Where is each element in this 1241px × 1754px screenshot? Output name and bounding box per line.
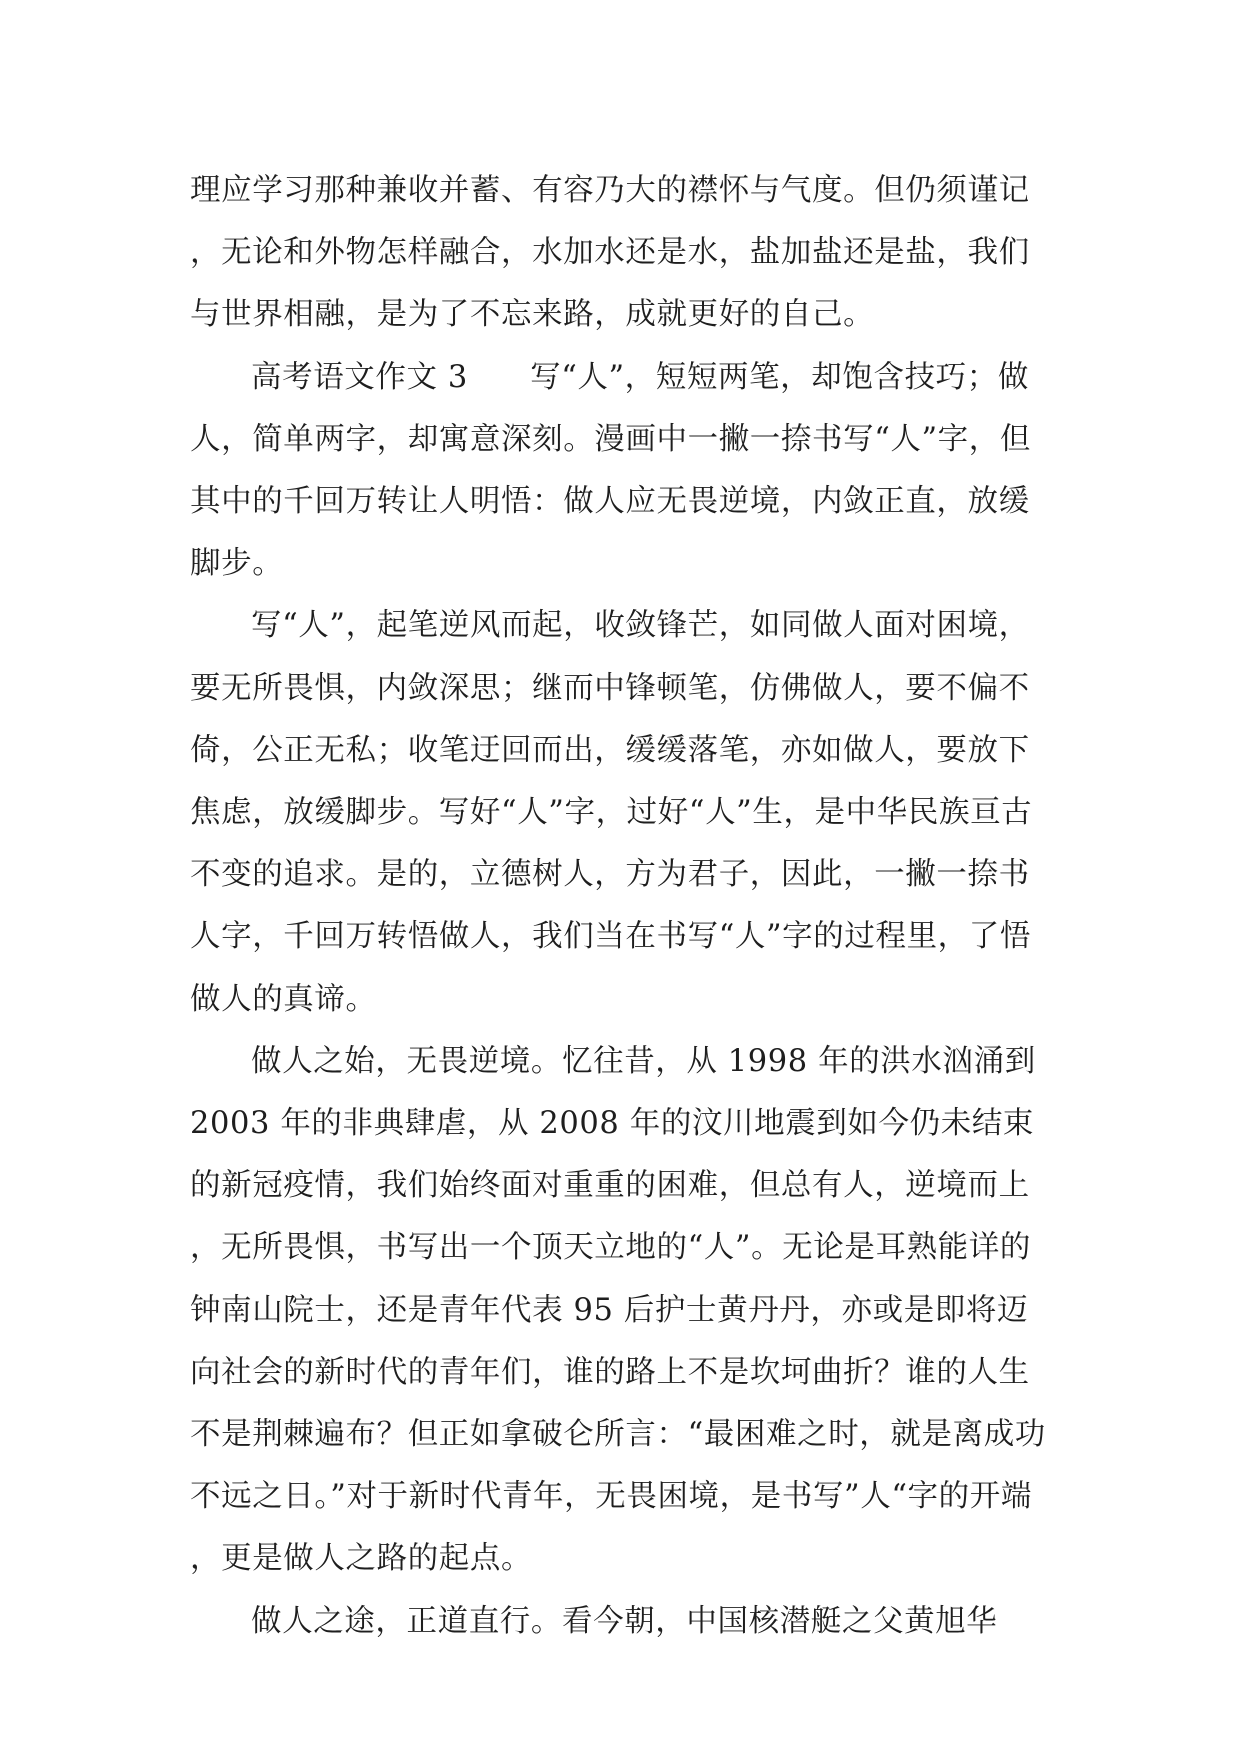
paragraph: 写“人”，起笔逆风而起，收敛锋芒，如同做人面对困境，要无所畏惧，内敛深思；继而中锋顿笔，仿佛做人，要不偏不倚，公正无私；收笔迂回而出，缓缓落笔，亦如做人，要放下焦虑，放缓脚步。写好“人”字，过好“人”生，是中华民族亘古不变的追求。是的，立德树人，方为君子，因此，一撇一捺书人字，千回万转悟做人，我们当在书写“人”字的过程里，了悟做人的真谛。 xyxy=(190,608,1033,1017)
body-text xyxy=(190,160,1055,1653)
paragraph: 做人之始，无畏逆境。忆往昔，从 1998 年的洪水汹涌到 2003 年的非典肆虐，从 2008 年的汶川地震到如今仍未结束的新冠疫情，我们始终面对重重的困难，但总有人，逆境而上，无所畏惧，书写出一个顶天立地的“人”。无论是耳熟能详的钟南山院士，还是青年代表 95 后护士黄丹丹，亦或是即将迈向社会的新时代的青年们，谁的路上不是坎坷曲折？谁的人生不是荆棘遍布？但正如拿破仑所言：“最困难之时，就是离成功不远之日。”对于新时代青年，无畏困境，是书写”人“字的开端，更是做人之路的起点。 xyxy=(190,1043,1047,1577)
paragraph: 做人之途，正道直行。看今朝，中国核潜艇之父黄旭华 xyxy=(251,1603,998,1639)
paragraph: 理应学习那种兼收并蓄、有容乃大的襟怀与气度。但仍须谨记，无论和外物怎样融合，水加水还是水，盐加盐还是盐，我们与世界相融，是为了不忘来路，成就更好的自己。 xyxy=(190,173,1030,333)
paragraph: 高考语文作文 3 写“人”，短短两笔，却饱含技巧；做人，简单两字，却寓意深刻。漫画中一撇一捺书写“人”字，但其中的千回万转让人明悟：做人应无畏逆境，内敛正直，放缓脚步。 xyxy=(190,359,1031,582)
